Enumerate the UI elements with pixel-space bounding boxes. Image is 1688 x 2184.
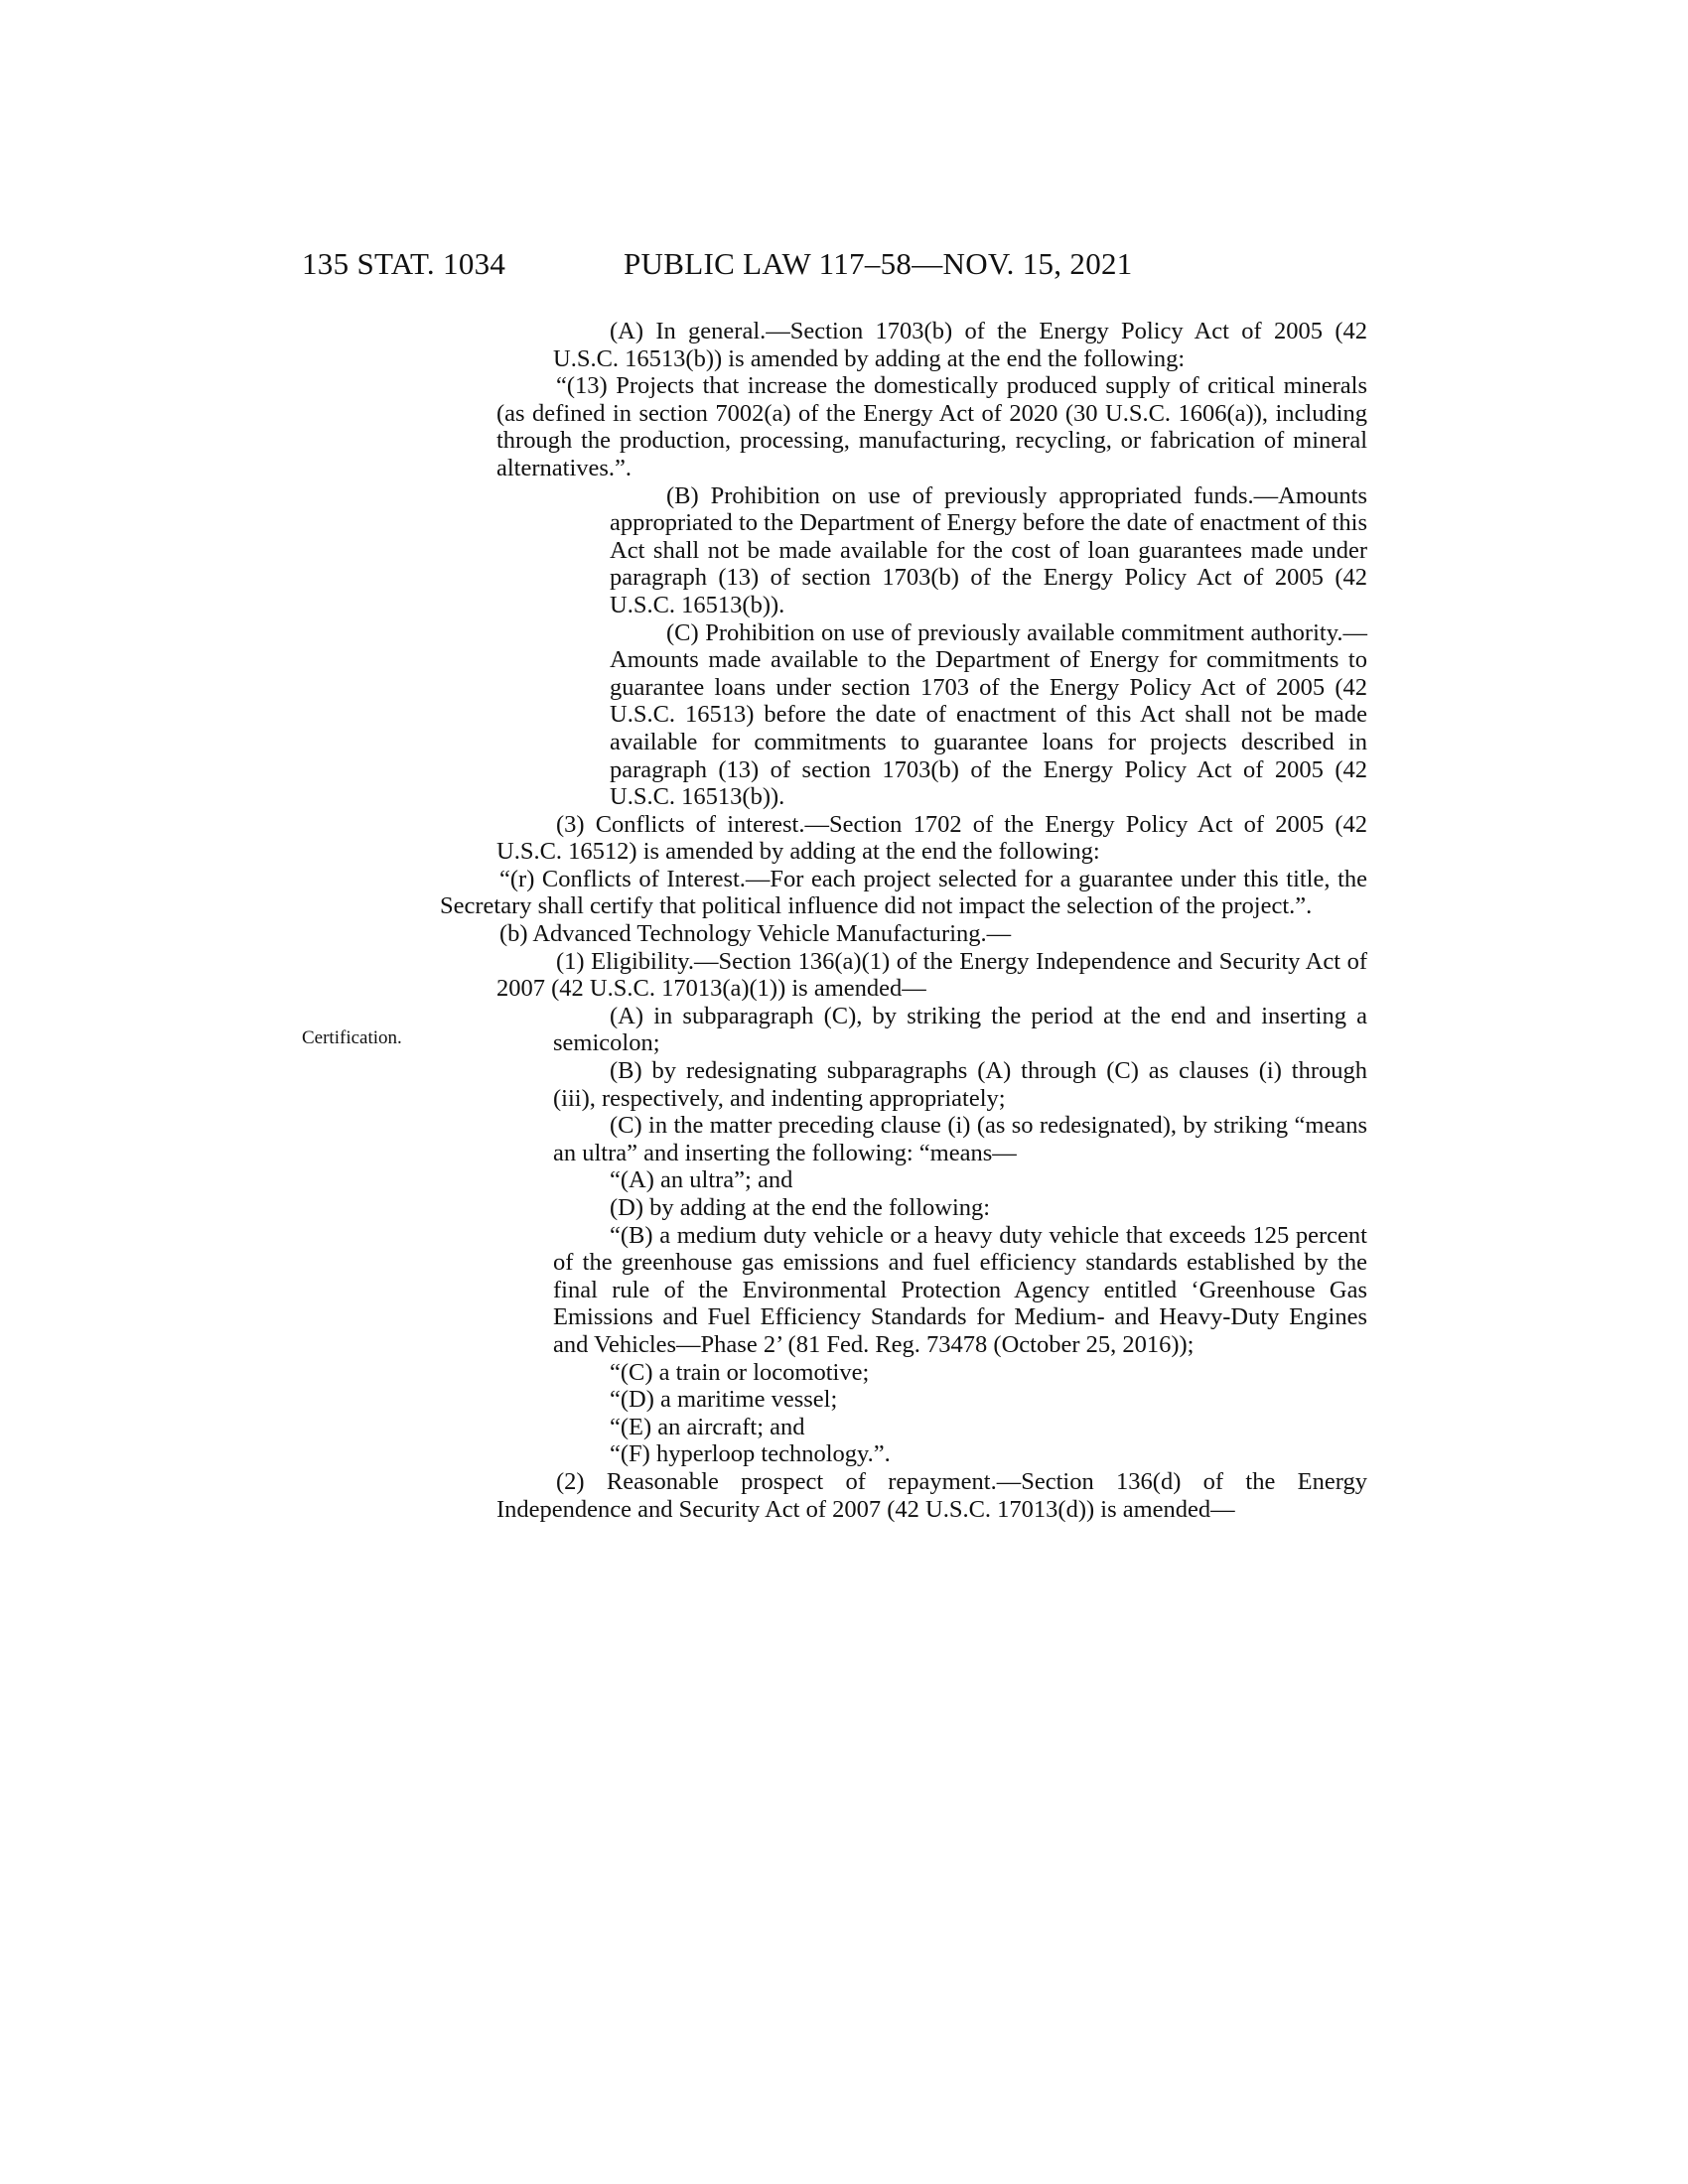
paragraph: “(E) an aircraft; and	[610, 1413, 805, 1440]
paragraph: “(D) a maritime vessel;	[610, 1386, 838, 1414]
statute-body	[440, 318, 1367, 1523]
paragraph: (1) Eligibility.—Section 136(a)(1) of the Energy Independence and Security Act of 2007 (42 U.S.C. 17013(a)(1)) is amended—	[496, 947, 1367, 1003]
paragraph: “(A) an ultra”; and	[610, 1166, 793, 1194]
paragraph: “(C) a train or locomotive;	[610, 1358, 870, 1386]
statute-page-number: 135 STAT. 1034	[302, 246, 506, 281]
page-header	[0, 246, 1688, 290]
paragraph: (2) Reasonable prospect of repayment.—Section 136(d) of the Energy Independence and Security Act of 2007 (42 U.S.C. 17013(d)) is amended—	[496, 1467, 1367, 1523]
margin-note-certification: Certification.	[302, 1027, 402, 1048]
paragraph: (A) In general.—Section 1703(b) of the Energy Policy Act of 2005 (42 U.S.C. 16513(b)) is amended by adding at the end the following:	[553, 318, 1367, 372]
paragraph: “(B) a medium duty vehicle or a heavy duty vehicle that exceeds 125 percent of the greenhouse gas emissions and fuel efficiency standards established by the final rule of the Environmental Protection Agency entitled ‘Greenhouse Gas Emissions and Fuel Efficiency Standards for Medium- and Heavy-Duty Engines and Vehicles—Phase 2’ (81 Fed. Reg. 73478 (October 25, 2016));	[553, 1221, 1367, 1358]
paragraph: (b) Advanced Technology Vehicle Manufacturing.—	[499, 920, 1012, 948]
paragraph: “(r) Conflicts of Interest.—For each project selected for a guarantee under this title, the Secretary shall certify that political influence did not impact the selection of the project.”.	[440, 865, 1367, 920]
paragraph: “(13) Projects that increase the domestically produced supply of critical minerals (as defined in section 7002(a) of the Energy Act of 2020 (30 U.S.C. 1606(a)), including through the production, processing, manufacturing, recycling, or fabrication of mineral alternatives.”.	[496, 372, 1367, 481]
paragraph: (3) Conflicts of interest.—Section 1702 of the Energy Policy Act of 2005 (42 U.S.C. 16512) is amended by adding at the end the following:	[496, 810, 1367, 866]
paragraph: “(F) hyperloop technology.”.	[610, 1440, 891, 1468]
public-law-title: PUBLIC LAW 117–58—NOV. 15, 2021	[624, 246, 1133, 281]
paragraph: (C) Prohibition on use of previously available commitment authority.—Amounts made available to the Department of Energy for commitments to guarantee loans under section 1703 of the Energy Policy Act of 2005 (42 U.S.C. 16513) before the date of enactment of this Act shall not be made available for commitments to guarantee loans for projects described in paragraph (13) of section 1703(b) of the Energy Policy Act of 2005 (42 U.S.C. 16513(b)).	[610, 618, 1367, 811]
paragraph: (A) in subparagraph (C), by striking the period at the end and inserting a semicolon;	[553, 1002, 1367, 1057]
paragraph: (B) Prohibition on use of previously appropriated funds.—Amounts appropriated to the Department of Energy before the date of enactment of this Act shall not be made available for the cost of loan guarantees made under paragraph (13) of section 1703(b) of the Energy Policy Act of 2005 (42 U.S.C. 16513(b)).	[610, 481, 1367, 618]
paragraph: (B) by redesignating subparagraphs (A) through (C) as clauses (i) through (iii), respectively, and indenting appropriately;	[553, 1057, 1367, 1112]
paragraph: (C) in the matter preceding clause (i) (as so redesignated), by striking “means an ultra” and inserting the following: “means—	[553, 1112, 1367, 1166]
paragraph: (D) by adding at the end the following:	[610, 1194, 991, 1221]
